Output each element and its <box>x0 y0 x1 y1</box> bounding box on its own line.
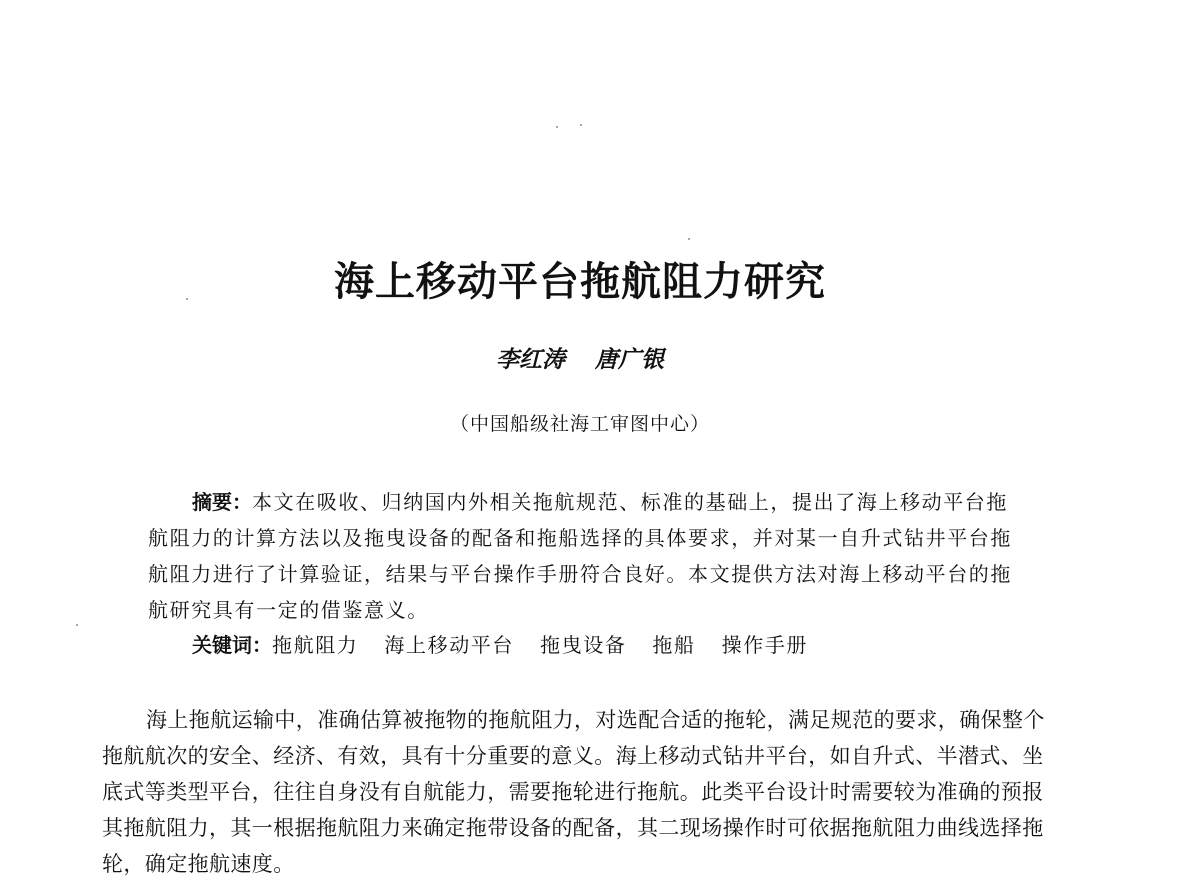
keyword-item: 海上移动平台 <box>384 633 515 657</box>
abstract-label: 摘要： <box>192 490 252 514</box>
keyword-item: 拖曳设备 <box>540 633 627 657</box>
body-paragraph: 海上拖航运输中，准确估算被拖物的拖航阻力，对选配合适的拖轮，满足规范的要求，确保整个拖航航次的安全、经济、有效，具有十分重要的意义。海上移动式钻井平台，如自升式、半潜式、坐底式等类型平台，往往自身没有自航能力，需要拖轮进行拖航。此类平台设计时需要较为准确的预报其拖航阻力，其一根据拖航阻力来确定拖带设备的配备，其二现场操作时可依据拖航阻力曲线选择拖轮，确定拖航速度。 <box>102 708 1045 876</box>
author-name: 李红涛 <box>496 346 565 373</box>
paper-title: 海上移动平台拖航阻力研究 <box>334 259 826 305</box>
body-section <box>102 702 1062 878</box>
abstract-paragraph <box>148 484 1023 628</box>
scan-speck <box>688 238 690 240</box>
keyword-item: 拖航阻力 <box>272 633 359 657</box>
keyword-item: 拖船 <box>652 633 696 657</box>
scan-speck <box>76 624 78 626</box>
abstract-text: 本文在吸收、归纳国内外相关拖航规范、标准的基础上，提出了海上移动平台拖航阻力的计算方法以及拖曳设备的配备和拖船选择的具体要求，并对某一自升式钻井平台拖航阻力进行了计算验证，结果与平台操作手册符合良好。本文提供方法对海上移动平台的拖航研究具有一定的借鉴意义。 <box>148 490 1012 622</box>
keywords-label: 关键词： <box>192 633 272 657</box>
scan-speck <box>556 126 558 128</box>
author-list <box>0 344 1160 376</box>
author-name: 唐广银 <box>595 346 664 373</box>
keywords-section <box>192 628 1012 662</box>
keyword-item: 操作手册 <box>721 633 809 657</box>
author-affiliation: （中国船级社海工审图中心） <box>449 413 710 435</box>
scan-speck <box>580 124 582 126</box>
abstract-section <box>148 484 1023 628</box>
